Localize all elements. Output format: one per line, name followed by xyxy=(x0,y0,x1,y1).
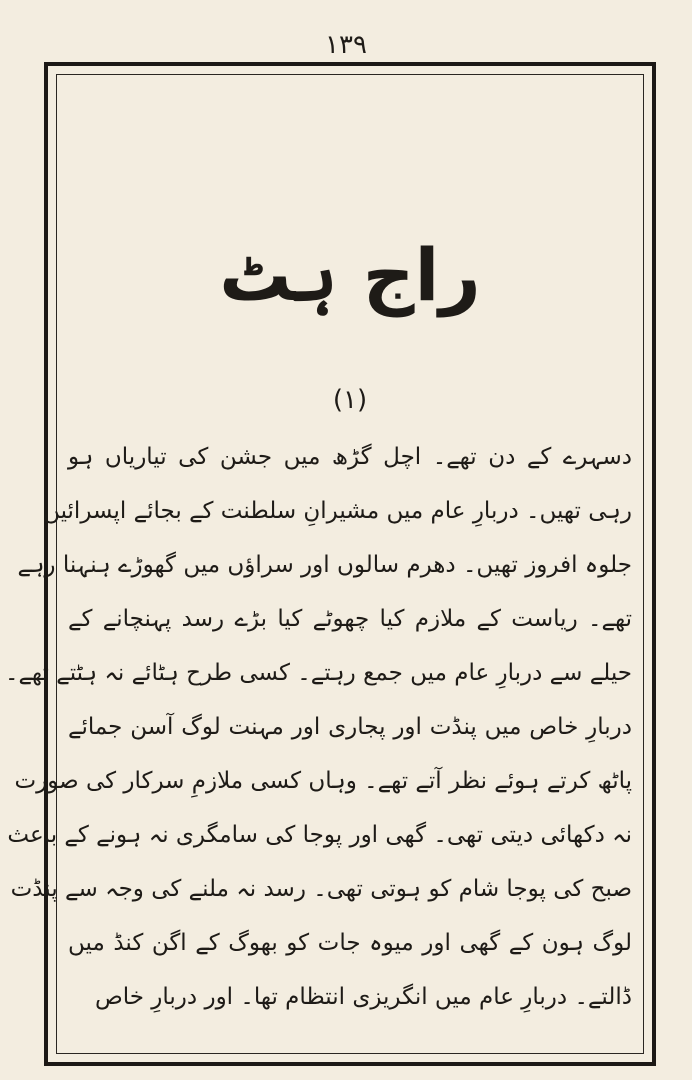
text-line: پاٹھ کرتے ہوئے نظر آتے تھے۔ وہاں کسی ملازمِ سرکار کی صورت xyxy=(14,768,632,794)
page-content xyxy=(4,80,632,1040)
section-number: (۱) xyxy=(332,385,368,415)
text-line: صبح کی پوجا شام کو ہوتی تھی۔ رسد نہ ملنے کی وجہ سے پنڈت xyxy=(10,876,632,902)
text-line: جلوہ افروز تھیں۔ دھرم سالوں اور سراؤں میں گھوڑے ہنہنا رہے xyxy=(17,552,632,578)
text-line: نہ دکھائی دیتی تھی۔ گھی اور پوجا کی سامگری نہ ہونے کے باعث xyxy=(7,822,632,848)
text-line: رہی تھیں۔ دربارِ عام میں مشیرانِ سلطنت کے بجائے اپسرائیں xyxy=(43,498,632,524)
text-line: تھے۔ ریاست کے ملازم کیا چھوٹے کیا بڑے رسد پہنچانے کے xyxy=(68,606,632,632)
text-line: حیلے سے دربارِ عام میں جمع رہتے۔ کسی طرح ہٹائے نہ ہٹتے تھے۔ xyxy=(4,660,632,686)
text-line: لوگ ہون کے گھی اور میوہ جات کو بھوگ کے اگن کنڈ میں xyxy=(68,930,632,956)
text-line: دربارِ خاص میں پنڈت اور پجاری اور مہنت لوگ آسن جمائے xyxy=(68,714,632,740)
page-number: ۱۳۹ xyxy=(325,30,367,60)
text-line: ڈالتے۔ دربارِ عام میں انگریزی انتظام تھا۔ اور دربارِ خاص xyxy=(94,984,632,1010)
text-line: دسہرے کے دن تھے۔ اچل گڑھ میں جشن کی تیاریاں ہو xyxy=(68,444,632,470)
body-text xyxy=(4,430,632,1024)
chapter-title: راج ہٹ xyxy=(219,233,481,317)
